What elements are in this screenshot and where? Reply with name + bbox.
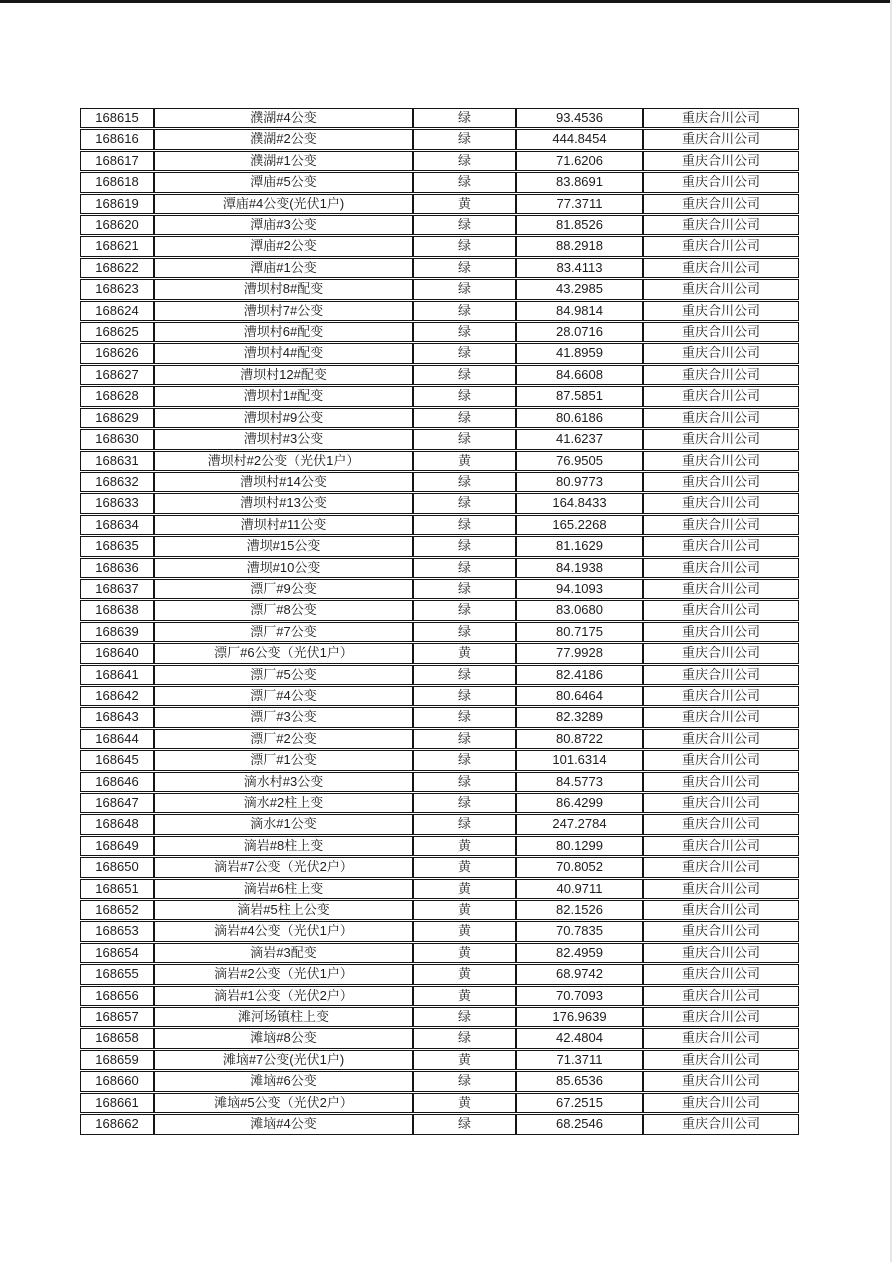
cell-name: 漂厂#3公变 [154, 707, 413, 727]
table-row [80, 429, 799, 449]
cell-company: 重庆合川公司 [643, 408, 799, 428]
table-row [80, 772, 799, 792]
table-row [80, 129, 799, 149]
cell-id: 168660 [80, 1071, 154, 1091]
cell-name: 漂厂#4公变 [154, 686, 413, 706]
cell-company: 重庆合川公司 [643, 493, 799, 513]
cell-status: 绿 [413, 322, 516, 342]
cell-status: 黄 [413, 986, 516, 1006]
cell-value: 84.9814 [516, 301, 643, 321]
table-row [80, 964, 799, 984]
cell-name: 漕坝村12#配变 [154, 365, 413, 385]
cell-company: 重庆合川公司 [643, 579, 799, 599]
cell-status: 绿 [413, 258, 516, 278]
cell-value: 82.4959 [516, 943, 643, 963]
cell-status: 绿 [413, 686, 516, 706]
cell-value: 84.6608 [516, 365, 643, 385]
cell-name: 滴岩#2公变（光伏1户） [154, 964, 413, 984]
cell-name: 漂厂#6公变（光伏1户） [154, 643, 413, 663]
table-row [80, 921, 799, 941]
table-row [80, 558, 799, 578]
cell-company: 重庆合川公司 [643, 600, 799, 620]
cell-company: 重庆合川公司 [643, 750, 799, 770]
cell-name: 漂厂#1公变 [154, 750, 413, 770]
cell-company: 重庆合川公司 [643, 1028, 799, 1048]
cell-id: 168625 [80, 322, 154, 342]
cell-status: 绿 [413, 793, 516, 813]
cell-id: 168662 [80, 1114, 154, 1134]
cell-company: 重庆合川公司 [643, 236, 799, 256]
cell-id: 168648 [80, 814, 154, 834]
cell-name: 滩河场镇柱上变 [154, 1007, 413, 1027]
cell-name: 漂厂#2公变 [154, 729, 413, 749]
cell-value: 82.3289 [516, 707, 643, 727]
cell-status: 绿 [413, 129, 516, 149]
table-row [80, 622, 799, 642]
cell-name: 潭庙#3公变 [154, 215, 413, 235]
cell-value: 83.0680 [516, 600, 643, 620]
cell-status: 绿 [413, 151, 516, 171]
table-row [80, 986, 799, 1006]
cell-status: 绿 [413, 429, 516, 449]
cell-status: 绿 [413, 386, 516, 406]
cell-company: 重庆合川公司 [643, 1093, 799, 1113]
table-row [80, 1028, 799, 1048]
cell-company: 重庆合川公司 [643, 964, 799, 984]
cell-id: 168650 [80, 857, 154, 877]
table-row [80, 814, 799, 834]
cell-name: 潭庙#5公变 [154, 172, 413, 192]
cell-id: 168653 [80, 921, 154, 941]
cell-value: 83.8691 [516, 172, 643, 192]
cell-name: 滩垴#6公变 [154, 1071, 413, 1091]
cell-id: 168636 [80, 558, 154, 578]
cell-id: 168615 [80, 108, 154, 128]
cell-company: 重庆合川公司 [643, 108, 799, 128]
cell-value: 71.6206 [516, 151, 643, 171]
table-row [80, 579, 799, 599]
cell-value: 165.2268 [516, 515, 643, 535]
cell-value: 87.5851 [516, 386, 643, 406]
data-table-body [80, 108, 799, 1135]
cell-id: 168619 [80, 194, 154, 214]
cell-value: 247.2784 [516, 814, 643, 834]
cell-status: 绿 [413, 536, 516, 556]
cell-name: 滴岩#3配变 [154, 943, 413, 963]
cell-value: 444.8454 [516, 129, 643, 149]
cell-status: 绿 [413, 1114, 516, 1134]
cell-value: 80.9773 [516, 472, 643, 492]
cell-id: 168647 [80, 793, 154, 813]
cell-status: 绿 [413, 279, 516, 299]
cell-name: 漕坝村#2公变（光伏1户） [154, 451, 413, 471]
cell-status: 绿 [413, 343, 516, 363]
cell-value: 80.6464 [516, 686, 643, 706]
cell-company: 重庆合川公司 [643, 129, 799, 149]
cell-id: 168618 [80, 172, 154, 192]
cell-id: 168624 [80, 301, 154, 321]
cell-id: 168640 [80, 643, 154, 663]
cell-company: 重庆合川公司 [643, 814, 799, 834]
cell-company: 重庆合川公司 [643, 1071, 799, 1091]
table-row [80, 258, 799, 278]
cell-id: 168654 [80, 943, 154, 963]
cell-company: 重庆合川公司 [643, 322, 799, 342]
table-row [80, 215, 799, 235]
cell-status: 绿 [413, 707, 516, 727]
table-row [80, 1071, 799, 1091]
cell-name: 漕坝村#3公变 [154, 429, 413, 449]
cell-status: 绿 [413, 750, 516, 770]
cell-value: 93.4536 [516, 108, 643, 128]
cell-name: 漂厂#5公变 [154, 665, 413, 685]
cell-name: 滴岩#6柱上变 [154, 879, 413, 899]
cell-name: 滩垴#5公变（光伏2户） [154, 1093, 413, 1113]
cell-status: 黄 [413, 1050, 516, 1070]
cell-name: 漂厂#8公变 [154, 600, 413, 620]
cell-id: 168617 [80, 151, 154, 171]
cell-name: 濮湖#1公变 [154, 151, 413, 171]
cell-status: 黄 [413, 451, 516, 471]
table-row [80, 665, 799, 685]
cell-status: 绿 [413, 301, 516, 321]
table-row [80, 750, 799, 770]
cell-status: 绿 [413, 472, 516, 492]
table-row [80, 836, 799, 856]
cell-company: 重庆合川公司 [643, 772, 799, 792]
cell-name: 濮湖#4公变 [154, 108, 413, 128]
cell-value: 70.7835 [516, 921, 643, 941]
cell-company: 重庆合川公司 [643, 879, 799, 899]
cell-company: 重庆合川公司 [643, 515, 799, 535]
cell-status: 黄 [413, 964, 516, 984]
cell-company: 重庆合川公司 [643, 1050, 799, 1070]
cell-name: 滴水#1公变 [154, 814, 413, 834]
table-row [80, 343, 799, 363]
table-row [80, 301, 799, 321]
cell-status: 黄 [413, 857, 516, 877]
cell-company: 重庆合川公司 [643, 793, 799, 813]
cell-value: 28.0716 [516, 322, 643, 342]
cell-status: 绿 [413, 622, 516, 642]
cell-value: 43.2985 [516, 279, 643, 299]
cell-id: 168656 [80, 986, 154, 1006]
cell-value: 41.6237 [516, 429, 643, 449]
cell-company: 重庆合川公司 [643, 707, 799, 727]
cell-name: 滩垴#7公变(光伏1户) [154, 1050, 413, 1070]
cell-company: 重庆合川公司 [643, 215, 799, 235]
cell-value: 76.9505 [516, 451, 643, 471]
table-row [80, 729, 799, 749]
table-row [80, 279, 799, 299]
cell-status: 绿 [413, 1028, 516, 1048]
cell-company: 重庆合川公司 [643, 1114, 799, 1134]
cell-value: 82.4186 [516, 665, 643, 685]
cell-value: 77.3711 [516, 194, 643, 214]
cell-company: 重庆合川公司 [643, 1007, 799, 1027]
cell-name: 潭庙#4公变(光伏1户) [154, 194, 413, 214]
cell-name: 漕坝村#9公变 [154, 408, 413, 428]
table-row [80, 1007, 799, 1027]
cell-company: 重庆合川公司 [643, 900, 799, 920]
cell-company: 重庆合川公司 [643, 172, 799, 192]
cell-value: 86.4299 [516, 793, 643, 813]
cell-value: 81.8526 [516, 215, 643, 235]
table-row [80, 536, 799, 556]
cell-company: 重庆合川公司 [643, 986, 799, 1006]
cell-company: 重庆合川公司 [643, 343, 799, 363]
cell-id: 168657 [80, 1007, 154, 1027]
cell-status: 黄 [413, 921, 516, 941]
cell-name: 潭庙#1公变 [154, 258, 413, 278]
cell-name: 漕坝#10公变 [154, 558, 413, 578]
cell-id: 168635 [80, 536, 154, 556]
cell-status: 绿 [413, 215, 516, 235]
cell-name: 滴岩#5柱上公变 [154, 900, 413, 920]
cell-id: 168645 [80, 750, 154, 770]
cell-id: 168629 [80, 408, 154, 428]
cell-name: 滴岩#8柱上变 [154, 836, 413, 856]
table-row [80, 707, 799, 727]
cell-id: 168652 [80, 900, 154, 920]
cell-id: 168628 [80, 386, 154, 406]
cell-status: 绿 [413, 579, 516, 599]
table-row [80, 194, 799, 214]
table-row [80, 1050, 799, 1070]
window-top-edge [0, 0, 892, 3]
table-row [80, 365, 799, 385]
cell-status: 绿 [413, 365, 516, 385]
cell-company: 重庆合川公司 [643, 943, 799, 963]
cell-id: 168661 [80, 1093, 154, 1113]
cell-id: 168627 [80, 365, 154, 385]
table-row [80, 108, 799, 128]
cell-id: 168643 [80, 707, 154, 727]
cell-company: 重庆合川公司 [643, 921, 799, 941]
cell-value: 94.1093 [516, 579, 643, 599]
cell-value: 164.8433 [516, 493, 643, 513]
cell-status: 绿 [413, 665, 516, 685]
cell-status: 黄 [413, 194, 516, 214]
cell-value: 82.1526 [516, 900, 643, 920]
cell-value: 101.6314 [516, 750, 643, 770]
cell-company: 重庆合川公司 [643, 686, 799, 706]
cell-company: 重庆合川公司 [643, 836, 799, 856]
cell-name: 漕坝#15公变 [154, 536, 413, 556]
cell-company: 重庆合川公司 [643, 622, 799, 642]
table-row [80, 1093, 799, 1113]
cell-name: 漂厂#9公变 [154, 579, 413, 599]
table-row [80, 236, 799, 256]
cell-status: 绿 [413, 515, 516, 535]
table-row [80, 322, 799, 342]
cell-id: 168658 [80, 1028, 154, 1048]
cell-value: 80.6186 [516, 408, 643, 428]
cell-status: 绿 [413, 772, 516, 792]
cell-value: 84.1938 [516, 558, 643, 578]
cell-id: 168641 [80, 665, 154, 685]
cell-name: 漂厂#7公变 [154, 622, 413, 642]
cell-name: 漕坝村#14公变 [154, 472, 413, 492]
cell-status: 绿 [413, 493, 516, 513]
table-row [80, 386, 799, 406]
cell-company: 重庆合川公司 [643, 386, 799, 406]
cell-value: 68.2546 [516, 1114, 643, 1134]
cell-value: 70.8052 [516, 857, 643, 877]
cell-status: 绿 [413, 108, 516, 128]
table-row [80, 943, 799, 963]
cell-value: 85.6536 [516, 1071, 643, 1091]
cell-id: 168626 [80, 343, 154, 363]
cell-name: 漕坝村7#公变 [154, 301, 413, 321]
table-row [80, 793, 799, 813]
cell-status: 绿 [413, 172, 516, 192]
table-row [80, 493, 799, 513]
cell-id: 168622 [80, 258, 154, 278]
cell-company: 重庆合川公司 [643, 151, 799, 171]
table-row [80, 515, 799, 535]
table-row [80, 686, 799, 706]
cell-id: 168646 [80, 772, 154, 792]
table-row [80, 408, 799, 428]
cell-id: 168644 [80, 729, 154, 749]
cell-name: 滴水#2柱上变 [154, 793, 413, 813]
cell-id: 168639 [80, 622, 154, 642]
cell-name: 漕坝村#11公变 [154, 515, 413, 535]
cell-status: 黄 [413, 900, 516, 920]
cell-name: 漕坝村8#配变 [154, 279, 413, 299]
cell-value: 80.1299 [516, 836, 643, 856]
cell-value: 84.5773 [516, 772, 643, 792]
cell-id: 168632 [80, 472, 154, 492]
cell-value: 71.3711 [516, 1050, 643, 1070]
cell-id: 168623 [80, 279, 154, 299]
cell-id: 168659 [80, 1050, 154, 1070]
table-row [80, 600, 799, 620]
cell-value: 77.9928 [516, 643, 643, 663]
cell-company: 重庆合川公司 [643, 301, 799, 321]
cell-status: 绿 [413, 1007, 516, 1027]
cell-id: 168651 [80, 879, 154, 899]
cell-name: 滴岩#7公变（光伏2户） [154, 857, 413, 877]
cell-id: 168631 [80, 451, 154, 471]
table-row [80, 472, 799, 492]
table-row [80, 857, 799, 877]
cell-status: 绿 [413, 558, 516, 578]
cell-value: 80.7175 [516, 622, 643, 642]
cell-company: 重庆合川公司 [643, 365, 799, 385]
cell-name: 滴水村#3公变 [154, 772, 413, 792]
cell-value: 176.9639 [516, 1007, 643, 1027]
table-row [80, 900, 799, 920]
cell-company: 重庆合川公司 [643, 472, 799, 492]
cell-company: 重庆合川公司 [643, 857, 799, 877]
cell-name: 漕坝村4#配变 [154, 343, 413, 363]
cell-company: 重庆合川公司 [643, 258, 799, 278]
cell-status: 黄 [413, 1093, 516, 1113]
cell-status: 绿 [413, 1071, 516, 1091]
cell-id: 168655 [80, 964, 154, 984]
cell-value: 83.4113 [516, 258, 643, 278]
cell-name: 漕坝村1#配变 [154, 386, 413, 406]
cell-company: 重庆合川公司 [643, 558, 799, 578]
cell-id: 168633 [80, 493, 154, 513]
cell-name: 滴岩#1公变（光伏2户） [154, 986, 413, 1006]
cell-status: 黄 [413, 879, 516, 899]
cell-status: 绿 [413, 814, 516, 834]
cell-id: 168637 [80, 579, 154, 599]
cell-id: 168621 [80, 236, 154, 256]
cell-id: 168630 [80, 429, 154, 449]
cell-id: 168620 [80, 215, 154, 235]
cell-value: 40.9711 [516, 879, 643, 899]
cell-status: 黄 [413, 643, 516, 663]
cell-name: 滩垴#4公变 [154, 1114, 413, 1134]
cell-value: 81.1629 [516, 536, 643, 556]
table-row [80, 1114, 799, 1134]
cell-name: 滩垴#8公变 [154, 1028, 413, 1048]
cell-value: 42.4804 [516, 1028, 643, 1048]
cell-name: 漕坝村#13公变 [154, 493, 413, 513]
table-row [80, 172, 799, 192]
cell-company: 重庆合川公司 [643, 536, 799, 556]
table-row [80, 879, 799, 899]
cell-value: 68.9742 [516, 964, 643, 984]
cell-company: 重庆合川公司 [643, 194, 799, 214]
cell-value: 88.2918 [516, 236, 643, 256]
cell-status: 绿 [413, 600, 516, 620]
table-row [80, 151, 799, 171]
cell-status: 绿 [413, 236, 516, 256]
table-row [80, 451, 799, 471]
cell-id: 168616 [80, 129, 154, 149]
cell-company: 重庆合川公司 [643, 279, 799, 299]
cell-value: 67.2515 [516, 1093, 643, 1113]
cell-status: 绿 [413, 729, 516, 749]
cell-id: 168642 [80, 686, 154, 706]
cell-id: 168638 [80, 600, 154, 620]
cell-name: 滴岩#4公变（光伏1户） [154, 921, 413, 941]
cell-company: 重庆合川公司 [643, 729, 799, 749]
cell-status: 绿 [413, 408, 516, 428]
cell-value: 70.7093 [516, 986, 643, 1006]
table-row [80, 643, 799, 663]
cell-company: 重庆合川公司 [643, 665, 799, 685]
cell-company: 重庆合川公司 [643, 643, 799, 663]
cell-status: 黄 [413, 943, 516, 963]
cell-company: 重庆合川公司 [643, 429, 799, 449]
cell-id: 168649 [80, 836, 154, 856]
cell-company: 重庆合川公司 [643, 451, 799, 471]
data-table [80, 107, 799, 1136]
cell-name: 濮湖#2公变 [154, 129, 413, 149]
cell-value: 41.8959 [516, 343, 643, 363]
cell-name: 漕坝村6#配变 [154, 322, 413, 342]
cell-id: 168634 [80, 515, 154, 535]
cell-value: 80.8722 [516, 729, 643, 749]
cell-status: 黄 [413, 836, 516, 856]
cell-name: 潭庙#2公变 [154, 236, 413, 256]
